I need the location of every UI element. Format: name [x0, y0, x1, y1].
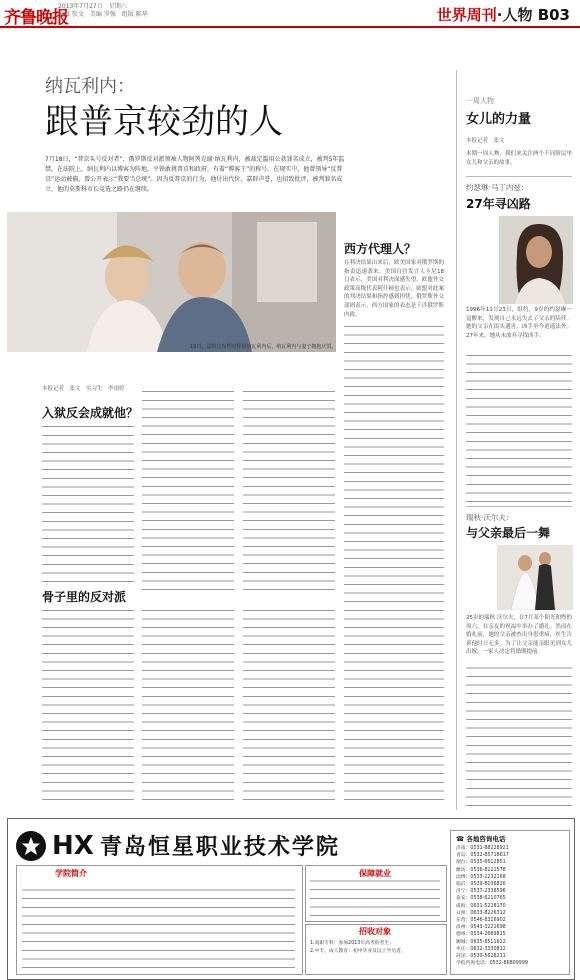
story1-photo: [499, 216, 573, 304]
subhead-3: 西方代理人？: [344, 242, 417, 256]
enroll-item: 1.高职专科：参加2013年高考的考生；: [310, 941, 394, 946]
story1-name: 约瑟琳·马丁内兹：: [466, 183, 529, 192]
phone-icon: ☎: [456, 835, 465, 843]
ad-enroll-list: [310, 940, 442, 956]
story1-title: 27年寻凶路: [466, 197, 531, 211]
contact-line: 枣庄：0632-3330812: [456, 946, 506, 952]
ad-box-jobs-title: 保障就业: [359, 869, 391, 878]
wedding-dance-illustration: [497, 545, 573, 610]
contact-line: 日照：0633-8226312: [456, 910, 506, 916]
date-line: 2013年7月27日 星期六: [58, 3, 127, 10]
contact-line: 烟台：0535-6612851: [456, 860, 506, 866]
ad-contacts-title: [456, 834, 505, 843]
body-column-3a: [243, 385, 335, 590]
series-title: 女儿的力量: [466, 112, 532, 127]
story2-title: 与父亲最后一舞: [466, 526, 551, 540]
contact-line: 东营：0546-8316902: [456, 918, 506, 924]
article-byline: 本报记者 张文 实习生 李雨婷: [42, 386, 125, 392]
contact-line: 青岛：0532-85718617: [456, 853, 509, 859]
contact-line: 济宁：0537-2338596: [456, 889, 506, 895]
series-label: 一周人物: [466, 97, 494, 105]
section3-text: 在利决结果出来后，欧美国家对俄罗斯的指责迅速袭来。美国白宫发言人卡尼18日表示，美国对利决深感失望。欧盟外交政策高级代表阿什顿也表示，欧盟对此案的判决结果和指控感到担忧。俄罗斯外交部则表示，西方国家的表态是干涉俄罗斯内政。: [344, 260, 444, 318]
ad-jobs-lines: [310, 880, 440, 916]
ad-header: [16, 830, 340, 861]
star-icon: [21, 836, 41, 856]
ad-box-enroll-title: 招收对象: [359, 927, 391, 936]
story2-name: 瑞秋·沃尔夫：: [466, 513, 514, 522]
sidebar-rule-1: [466, 176, 572, 177]
contact-line: 聊城：0635-8511622: [456, 939, 506, 945]
subhead-2: 骨子里的反对派: [42, 590, 127, 604]
ad-box-intro-title: 学院简介: [55, 869, 87, 878]
section-name: 世界周刊: [436, 6, 497, 24]
article-kicker: 纳瓦利内：: [45, 76, 135, 97]
sidebar-divider: [456, 70, 457, 810]
body-column-4: [344, 322, 444, 800]
contact-line: 潍坊：0536-8221578: [456, 867, 506, 873]
story2-photo: [497, 545, 573, 610]
contact-line: 德州：0534-2689815: [456, 932, 506, 938]
article-headline: 跟普京较劲的人: [45, 102, 283, 142]
body-column-3b: [243, 605, 335, 800]
story1-body-lines: [466, 352, 572, 502]
ad-logo-text: HX: [52, 830, 94, 861]
subhead-1: 入狱反会成就他？: [42, 406, 139, 420]
ad-intro-lines: [22, 882, 295, 968]
body-column-1a: [42, 422, 134, 582]
couple-photo-illustration: [7, 212, 336, 352]
ad-contacts-title-text: 各地咨询电话: [466, 835, 506, 843]
body-column-2b: [142, 605, 234, 800]
body-column-2a: [142, 385, 234, 590]
contact-line: 淄博：0533-2232168: [456, 874, 506, 880]
newspaper-logo: 齐鲁晚报: [4, 8, 68, 28]
story2-text: 25岁的瑞秋·沃尔夫，在7月某个阳光和煦的周六，在亲友的祝福中举办了婚礼。然而在婚礼前，她的父亲被查出身患重病，医生告诉他时日无多。为了让父亲能亲眼见到女儿出嫁，一家人决定将婚期提前。: [466, 615, 572, 656]
contact-line: 临沂：0539-8106826: [456, 882, 506, 888]
article-photo: [7, 212, 336, 352]
section-title: [437, 4, 570, 25]
body-column-1b: [42, 608, 134, 800]
contact-line: 滨州：0543-3221698: [456, 925, 506, 931]
portrait-illustration: [499, 216, 573, 304]
contact-line: 学院咨询电话：0532-86809999: [456, 961, 528, 967]
section-separator: ·: [496, 6, 503, 24]
contact-line: 济南：0531-88228921: [456, 846, 509, 851]
staff-line: 编辑 张文 美编 罗强 组版 陈华: [58, 11, 148, 18]
ad-title: 青岛恒星职业技术学院: [99, 835, 340, 860]
column-name: 人物: [502, 6, 533, 24]
contact-list: [456, 845, 566, 967]
header-meta: [58, 3, 148, 19]
series-byline: 本报记者 张文: [466, 138, 505, 144]
contact-line: 威海：0631-5228170: [456, 903, 506, 909]
story2-body-lines: [466, 660, 572, 806]
series-intro: 本期一周人物，我们来关注两个不同阶层里女儿和父亲的故事。: [466, 151, 572, 166]
photo-caption: 19日，法院宣布暂时释放纳瓦利内后，纳瓦利内与妻子拥抱庆贺。: [190, 344, 337, 350]
enroll-item: 2.中专、成人教育：初中毕业及以上学历者。: [310, 949, 406, 954]
contact-line: 泰安：0538-6210765: [456, 896, 506, 902]
contact-line: 菏泽：0530-5628211: [456, 954, 506, 960]
sidebar-rule-2: [466, 506, 572, 507]
page-number: B03: [537, 6, 570, 24]
ad-logo-icon: [16, 831, 46, 861]
article-lead: 7月18日，“普京头号反对者”、俄罗斯反对派领袖人物阿列克谢·纳瓦利内，被裁定滥用公款罪名成立，被判5年监禁。在法院上，纳瓦利内以博客为阵地，平铁敢挑普京和政府，有着“博客王”的称号。在现实中，他曾领导“反普京”运动被捕，曾公开表示“我要当总统”。因为反普京的行为，他付出代价，嘉辟声誉，也招致批评，被判罪名成立，他的莫斯科市长竞选之路仍在继续。: [45, 156, 345, 193]
story1-text: 1996年11月23日，组约，9岁的约瑟琳一觉醒来，发现自己永远失去了父亲的陪伴。她的父亲在街头遇害，凶手至今逍遥法外。27年来，她从未放弃寻找凶手。: [466, 307, 572, 339]
